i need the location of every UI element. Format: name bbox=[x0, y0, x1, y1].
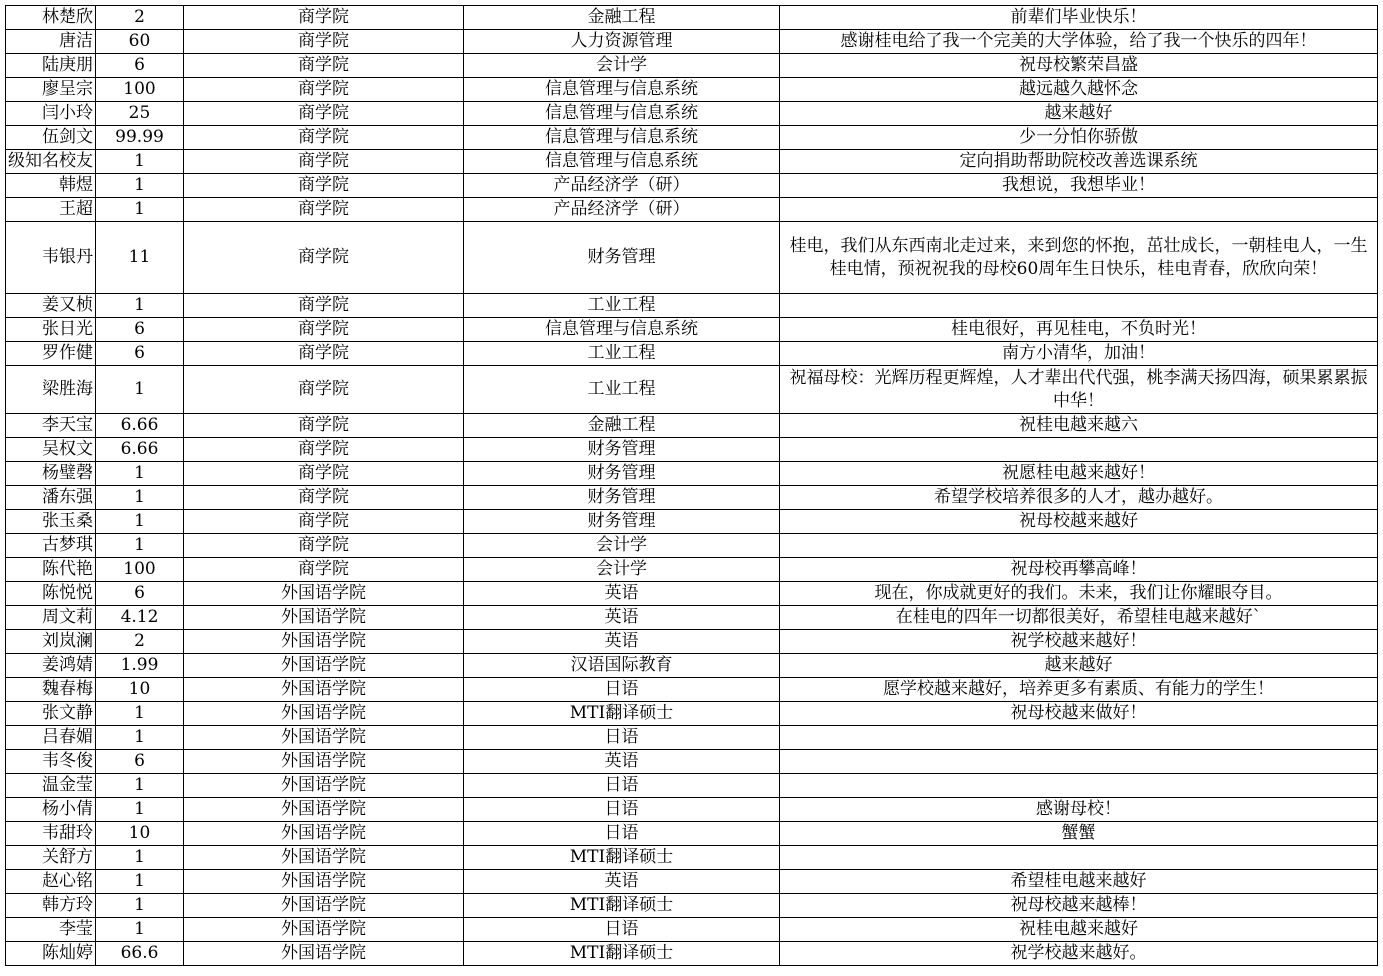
major-cell[interactable]: 工业工程 bbox=[464, 294, 780, 318]
table-row bbox=[6, 102, 1378, 126]
donation-amount-cell[interactable]: 6 bbox=[96, 750, 184, 774]
college-cell[interactable]: 商学院 bbox=[184, 126, 464, 150]
major-cell[interactable]: MTI翻译硕士 bbox=[464, 942, 780, 966]
table-row bbox=[6, 222, 1378, 294]
message-cell[interactable]: 祝母校繁荣昌盛 bbox=[780, 54, 1378, 78]
college-cell[interactable]: 商学院 bbox=[184, 30, 464, 54]
table-row bbox=[6, 30, 1378, 54]
major-cell[interactable]: MTI翻译硕士 bbox=[464, 846, 780, 870]
major-cell[interactable]: 英语 bbox=[464, 870, 780, 894]
college-cell[interactable]: 外国语学院 bbox=[184, 942, 464, 966]
major-cell[interactable]: 工业工程 bbox=[464, 366, 780, 414]
college-cell[interactable]: 外国语学院 bbox=[184, 654, 464, 678]
message-cell[interactable]: 希望桂电越来越好 bbox=[780, 870, 1378, 894]
message-cell[interactable] bbox=[780, 774, 1378, 798]
donation-amount-cell[interactable]: 99.99 bbox=[96, 126, 184, 150]
message-cell[interactable]: 越来越好 bbox=[780, 102, 1378, 126]
donation-amount-cell[interactable]: 1 bbox=[96, 702, 184, 726]
donor-name-cell[interactable]: 陈代艳 bbox=[6, 558, 96, 582]
college-cell[interactable]: 外国语学院 bbox=[184, 798, 464, 822]
message-cell[interactable]: 在桂电的四年一切都很美好，希望桂电越来越好` bbox=[780, 606, 1378, 630]
donor-name-cell[interactable]: 陈悦悦 bbox=[6, 582, 96, 606]
major-cell[interactable]: MTI翻译硕士 bbox=[464, 894, 780, 918]
donor-name-cell[interactable]: 林楚欣 bbox=[6, 6, 96, 30]
college-cell[interactable]: 商学院 bbox=[184, 462, 464, 486]
donation-amount-cell[interactable]: 1 bbox=[96, 798, 184, 822]
donor-name-cell[interactable]: 李莹 bbox=[6, 918, 96, 942]
donation-amount-cell[interactable]: 6 bbox=[96, 318, 184, 342]
major-cell[interactable]: 会计学 bbox=[464, 558, 780, 582]
donor-name-cell[interactable]: 吕春媚 bbox=[6, 726, 96, 750]
donation-amount-cell[interactable]: 2 bbox=[96, 6, 184, 30]
college-cell[interactable]: 外国语学院 bbox=[184, 750, 464, 774]
table-row bbox=[6, 486, 1378, 510]
major-cell[interactable]: 会计学 bbox=[464, 534, 780, 558]
table-row bbox=[6, 414, 1378, 438]
major-cell[interactable]: 财务管理 bbox=[464, 510, 780, 534]
donor-name-cell[interactable]: 韩方玲 bbox=[6, 894, 96, 918]
college-cell[interactable]: 商学院 bbox=[184, 510, 464, 534]
table-row bbox=[6, 654, 1378, 678]
table-row bbox=[6, 318, 1378, 342]
table-row bbox=[6, 54, 1378, 78]
college-cell[interactable]: 商学院 bbox=[184, 294, 464, 318]
major-cell[interactable]: 财务管理 bbox=[464, 486, 780, 510]
donation-amount-cell[interactable]: 1 bbox=[96, 366, 184, 414]
college-cell[interactable]: 商学院 bbox=[184, 366, 464, 414]
major-cell[interactable]: 日语 bbox=[464, 726, 780, 750]
college-cell[interactable]: 外国语学院 bbox=[184, 702, 464, 726]
donor-name-cell[interactable]: 张文静 bbox=[6, 702, 96, 726]
donation-amount-cell[interactable]: 25 bbox=[96, 102, 184, 126]
major-cell[interactable]: 产品经济学（研） bbox=[464, 198, 780, 222]
donor-name-cell[interactable]: 周文莉 bbox=[6, 606, 96, 630]
college-cell[interactable]: 商学院 bbox=[184, 558, 464, 582]
message-cell[interactable]: 希望学校培养很多的人才，越办越好。 bbox=[780, 486, 1378, 510]
donor-name-cell[interactable]: 刘岚澜 bbox=[6, 630, 96, 654]
table-row bbox=[6, 630, 1378, 654]
donor-name-cell[interactable]: 唐洁 bbox=[6, 30, 96, 54]
college-cell[interactable]: 外国语学院 bbox=[184, 630, 464, 654]
donor-name-cell[interactable]: 罗作健 bbox=[6, 342, 96, 366]
major-cell[interactable]: 财务管理 bbox=[464, 438, 780, 462]
table-row bbox=[6, 582, 1378, 606]
donation-amount-cell[interactable]: 4.12 bbox=[96, 606, 184, 630]
college-cell[interactable]: 商学院 bbox=[184, 174, 464, 198]
major-cell[interactable]: 信息管理与信息系统 bbox=[464, 78, 780, 102]
major-cell[interactable]: 日语 bbox=[464, 918, 780, 942]
college-cell[interactable]: 商学院 bbox=[184, 486, 464, 510]
message-cell[interactable]: 祝母校越来做好！ bbox=[780, 702, 1378, 726]
table-row bbox=[6, 534, 1378, 558]
donation-amount-cell[interactable]: 100 bbox=[96, 78, 184, 102]
donation-amount-cell[interactable]: 60 bbox=[96, 30, 184, 54]
message-cell[interactable]: 少一分怕你骄傲 bbox=[780, 126, 1378, 150]
message-cell[interactable] bbox=[780, 438, 1378, 462]
message-cell[interactable]: 祝母校越来越好 bbox=[780, 510, 1378, 534]
college-cell[interactable]: 商学院 bbox=[184, 54, 464, 78]
message-cell[interactable]: 越来越好 bbox=[780, 654, 1378, 678]
college-cell[interactable]: 商学院 bbox=[184, 222, 464, 294]
donation-amount-cell[interactable]: 1 bbox=[96, 462, 184, 486]
donation-amount-cell[interactable]: 6 bbox=[96, 54, 184, 78]
college-cell[interactable]: 外国语学院 bbox=[184, 894, 464, 918]
donor-name-cell[interactable]: 吴权文 bbox=[6, 438, 96, 462]
major-cell[interactable]: 日语 bbox=[464, 678, 780, 702]
table-row bbox=[6, 918, 1378, 942]
message-cell[interactable]: 祝学校越来越好！ bbox=[780, 630, 1378, 654]
donor-name-cell[interactable]: 陆庚朋 bbox=[6, 54, 96, 78]
message-cell[interactable]: 祝母校越来越棒！ bbox=[780, 894, 1378, 918]
message-cell[interactable]: 祝桂电越来越好 bbox=[780, 918, 1378, 942]
donor-name-cell[interactable]: 姜鸿婧 bbox=[6, 654, 96, 678]
donor-name-cell[interactable]: 伍剑文 bbox=[6, 126, 96, 150]
donation-amount-cell[interactable]: 1.99 bbox=[96, 654, 184, 678]
donation-amount-cell[interactable]: 2 bbox=[96, 630, 184, 654]
message-cell[interactable]: 祝母校再攀高峰！ bbox=[780, 558, 1378, 582]
donor-name-cell[interactable]: 陈灿婷 bbox=[6, 942, 96, 966]
major-cell[interactable]: 财务管理 bbox=[464, 222, 780, 294]
college-cell[interactable]: 外国语学院 bbox=[184, 582, 464, 606]
major-cell[interactable]: 会计学 bbox=[464, 54, 780, 78]
donation-amount-cell[interactable]: 1 bbox=[96, 870, 184, 894]
table-row bbox=[6, 798, 1378, 822]
major-cell[interactable]: 财务管理 bbox=[464, 462, 780, 486]
table-row bbox=[6, 726, 1378, 750]
donation-amount-cell[interactable]: 11 bbox=[96, 222, 184, 294]
donation-amount-cell[interactable]: 1 bbox=[96, 294, 184, 318]
college-cell[interactable]: 商学院 bbox=[184, 198, 464, 222]
message-cell[interactable]: 南方小清华，加油！ bbox=[780, 342, 1378, 366]
donor-name-cell[interactable]: 王超 bbox=[6, 198, 96, 222]
message-cell[interactable]: 祝福母校：光辉历程更辉煌，人才辈出代代强，桃李满天扬四海，硕果累累振中华！ bbox=[780, 366, 1378, 414]
major-cell[interactable]: 英语 bbox=[464, 606, 780, 630]
major-cell[interactable]: 信息管理与信息系统 bbox=[464, 150, 780, 174]
message-cell[interactable]: 祝愿桂电越来越好！ bbox=[780, 462, 1378, 486]
college-cell[interactable]: 外国语学院 bbox=[184, 870, 464, 894]
table-row bbox=[6, 606, 1378, 630]
donation-amount-cell[interactable]: 1 bbox=[96, 174, 184, 198]
college-cell[interactable]: 外国语学院 bbox=[184, 678, 464, 702]
donor-name-cell[interactable]: 温金莹 bbox=[6, 774, 96, 798]
major-cell[interactable]: 金融工程 bbox=[464, 414, 780, 438]
message-cell[interactable] bbox=[780, 726, 1378, 750]
college-cell[interactable]: 商学院 bbox=[184, 534, 464, 558]
donor-name-cell[interactable]: 闫小玲 bbox=[6, 102, 96, 126]
donor-name-cell[interactable]: 古梦琪 bbox=[6, 534, 96, 558]
message-cell[interactable] bbox=[780, 294, 1378, 318]
college-cell[interactable]: 商学院 bbox=[184, 342, 464, 366]
table-row bbox=[6, 174, 1378, 198]
donation-table bbox=[5, 5, 1378, 966]
donation-amount-cell[interactable]: 10 bbox=[96, 678, 184, 702]
college-cell[interactable]: 商学院 bbox=[184, 150, 464, 174]
donation-amount-cell[interactable]: 6.66 bbox=[96, 438, 184, 462]
table-row bbox=[6, 6, 1378, 30]
donor-name-cell[interactable]: 廖呈宗 bbox=[6, 78, 96, 102]
table-row bbox=[6, 78, 1378, 102]
table-row bbox=[6, 822, 1378, 846]
major-cell[interactable]: 英语 bbox=[464, 630, 780, 654]
college-cell[interactable]: 商学院 bbox=[184, 78, 464, 102]
message-cell[interactable]: 祝学校越来越好。 bbox=[780, 942, 1378, 966]
donation-amount-cell[interactable]: 6 bbox=[96, 342, 184, 366]
donation-amount-cell[interactable]: 1 bbox=[96, 894, 184, 918]
donor-name-cell[interactable]: 韦甜玲 bbox=[6, 822, 96, 846]
donor-name-cell[interactable]: 级知名校友 bbox=[6, 150, 96, 174]
college-cell[interactable]: 外国语学院 bbox=[184, 726, 464, 750]
table-row bbox=[6, 198, 1378, 222]
donation-table-body bbox=[6, 6, 1378, 966]
college-cell[interactable]: 商学院 bbox=[184, 102, 464, 126]
major-cell[interactable]: 信息管理与信息系统 bbox=[464, 126, 780, 150]
message-cell[interactable] bbox=[780, 846, 1378, 870]
college-cell[interactable]: 商学院 bbox=[184, 6, 464, 30]
college-cell[interactable]: 商学院 bbox=[184, 438, 464, 462]
table-row bbox=[6, 942, 1378, 966]
donor-name-cell[interactable]: 潘东强 bbox=[6, 486, 96, 510]
major-cell[interactable]: 信息管理与信息系统 bbox=[464, 102, 780, 126]
table-row bbox=[6, 294, 1378, 318]
donor-name-cell[interactable]: 关舒方 bbox=[6, 846, 96, 870]
college-cell[interactable]: 外国语学院 bbox=[184, 822, 464, 846]
message-cell[interactable]: 我想说，我想毕业！ bbox=[780, 174, 1378, 198]
table-row bbox=[6, 558, 1378, 582]
message-cell[interactable]: 愿学校越来越好，培养更多有素质、有能力的学生！ bbox=[780, 678, 1378, 702]
message-cell[interactable] bbox=[780, 534, 1378, 558]
major-cell[interactable]: 汉语国际教育 bbox=[464, 654, 780, 678]
message-cell[interactable]: 现在，你成就更好的我们。未来，我们让你耀眼夺目。 bbox=[780, 582, 1378, 606]
college-cell[interactable]: 外国语学院 bbox=[184, 606, 464, 630]
major-cell[interactable]: 日语 bbox=[464, 798, 780, 822]
message-cell[interactable]: 感谢桂电给了我一个完美的大学体验，给了我一个快乐的四年！ bbox=[780, 30, 1378, 54]
message-cell[interactable]: 越远越久越怀念 bbox=[780, 78, 1378, 102]
donor-name-cell[interactable]: 韦冬俊 bbox=[6, 750, 96, 774]
major-cell[interactable]: 日语 bbox=[464, 774, 780, 798]
table-row bbox=[6, 438, 1378, 462]
table-row bbox=[6, 702, 1378, 726]
donor-name-cell[interactable]: 杨小倩 bbox=[6, 798, 96, 822]
table-row bbox=[6, 774, 1378, 798]
donation-amount-cell[interactable]: 1 bbox=[96, 198, 184, 222]
donation-amount-cell[interactable]: 1 bbox=[96, 726, 184, 750]
donor-name-cell[interactable]: 赵心铭 bbox=[6, 870, 96, 894]
donor-name-cell[interactable]: 杨璧磬 bbox=[6, 462, 96, 486]
donor-name-cell[interactable]: 梁胜海 bbox=[6, 366, 96, 414]
message-cell[interactable]: 定向捐助帮助院校改善选课系统 bbox=[780, 150, 1378, 174]
table-row bbox=[6, 366, 1378, 414]
college-cell[interactable]: 商学院 bbox=[184, 318, 464, 342]
donation-amount-cell[interactable]: 1 bbox=[96, 846, 184, 870]
table-row bbox=[6, 870, 1378, 894]
donation-amount-cell[interactable]: 6.66 bbox=[96, 414, 184, 438]
message-cell[interactable] bbox=[780, 198, 1378, 222]
donor-name-cell[interactable]: 韩煜 bbox=[6, 174, 96, 198]
donation-amount-cell[interactable]: 1 bbox=[96, 510, 184, 534]
donation-amount-cell[interactable]: 1 bbox=[96, 150, 184, 174]
table-row bbox=[6, 678, 1378, 702]
message-cell[interactable]: 桂电很好，再见桂电，不负时光！ bbox=[780, 318, 1378, 342]
donor-name-cell[interactable]: 姜又桢 bbox=[6, 294, 96, 318]
major-cell[interactable]: 人力资源管理 bbox=[464, 30, 780, 54]
table-row bbox=[6, 846, 1378, 870]
major-cell[interactable]: 金融工程 bbox=[464, 6, 780, 30]
table-row bbox=[6, 750, 1378, 774]
donation-amount-cell[interactable]: 1 bbox=[96, 774, 184, 798]
message-cell[interactable] bbox=[780, 750, 1378, 774]
college-cell[interactable]: 商学院 bbox=[184, 414, 464, 438]
message-cell[interactable]: 感谢母校！ bbox=[780, 798, 1378, 822]
major-cell[interactable]: 产品经济学（研） bbox=[464, 174, 780, 198]
major-cell[interactable]: MTI翻译硕士 bbox=[464, 702, 780, 726]
donor-name-cell[interactable]: 张玉桑 bbox=[6, 510, 96, 534]
table-row bbox=[6, 510, 1378, 534]
donor-name-cell[interactable]: 李天宝 bbox=[6, 414, 96, 438]
table-row bbox=[6, 126, 1378, 150]
donation-amount-cell[interactable]: 1 bbox=[96, 486, 184, 510]
major-cell[interactable]: 英语 bbox=[464, 582, 780, 606]
college-cell[interactable]: 外国语学院 bbox=[184, 918, 464, 942]
table-row bbox=[6, 462, 1378, 486]
donation-amount-cell[interactable]: 1 bbox=[96, 918, 184, 942]
donation-amount-cell[interactable]: 1 bbox=[96, 534, 184, 558]
donor-name-cell[interactable]: 魏春梅 bbox=[6, 678, 96, 702]
message-cell[interactable]: 前辈们毕业快乐！ bbox=[780, 6, 1378, 30]
donation-amount-cell[interactable]: 100 bbox=[96, 558, 184, 582]
table-row bbox=[6, 150, 1378, 174]
donor-name-cell[interactable]: 张日光 bbox=[6, 318, 96, 342]
college-cell[interactable]: 外国语学院 bbox=[184, 846, 464, 870]
message-cell[interactable]: 祝桂电越来越六 bbox=[780, 414, 1378, 438]
donation-amount-cell[interactable]: 6 bbox=[96, 582, 184, 606]
major-cell[interactable]: 日语 bbox=[464, 822, 780, 846]
message-cell[interactable]: 蟹蟹 bbox=[780, 822, 1378, 846]
college-cell[interactable]: 外国语学院 bbox=[184, 774, 464, 798]
major-cell[interactable]: 信息管理与信息系统 bbox=[464, 318, 780, 342]
table-row bbox=[6, 894, 1378, 918]
table-row bbox=[6, 342, 1378, 366]
donation-amount-cell[interactable]: 66.6 bbox=[96, 942, 184, 966]
major-cell[interactable]: 英语 bbox=[464, 750, 780, 774]
message-cell[interactable]: 桂电，我们从东西南北走过来，来到您的怀抱，茁壮成长，一朝桂电人，一生桂电情，预祝祝我的母校60周年生日快乐，桂电青春，欣欣向荣！ bbox=[780, 222, 1378, 294]
donation-amount-cell[interactable]: 10 bbox=[96, 822, 184, 846]
major-cell[interactable]: 工业工程 bbox=[464, 342, 780, 366]
donor-name-cell[interactable]: 韦银丹 bbox=[6, 222, 96, 294]
